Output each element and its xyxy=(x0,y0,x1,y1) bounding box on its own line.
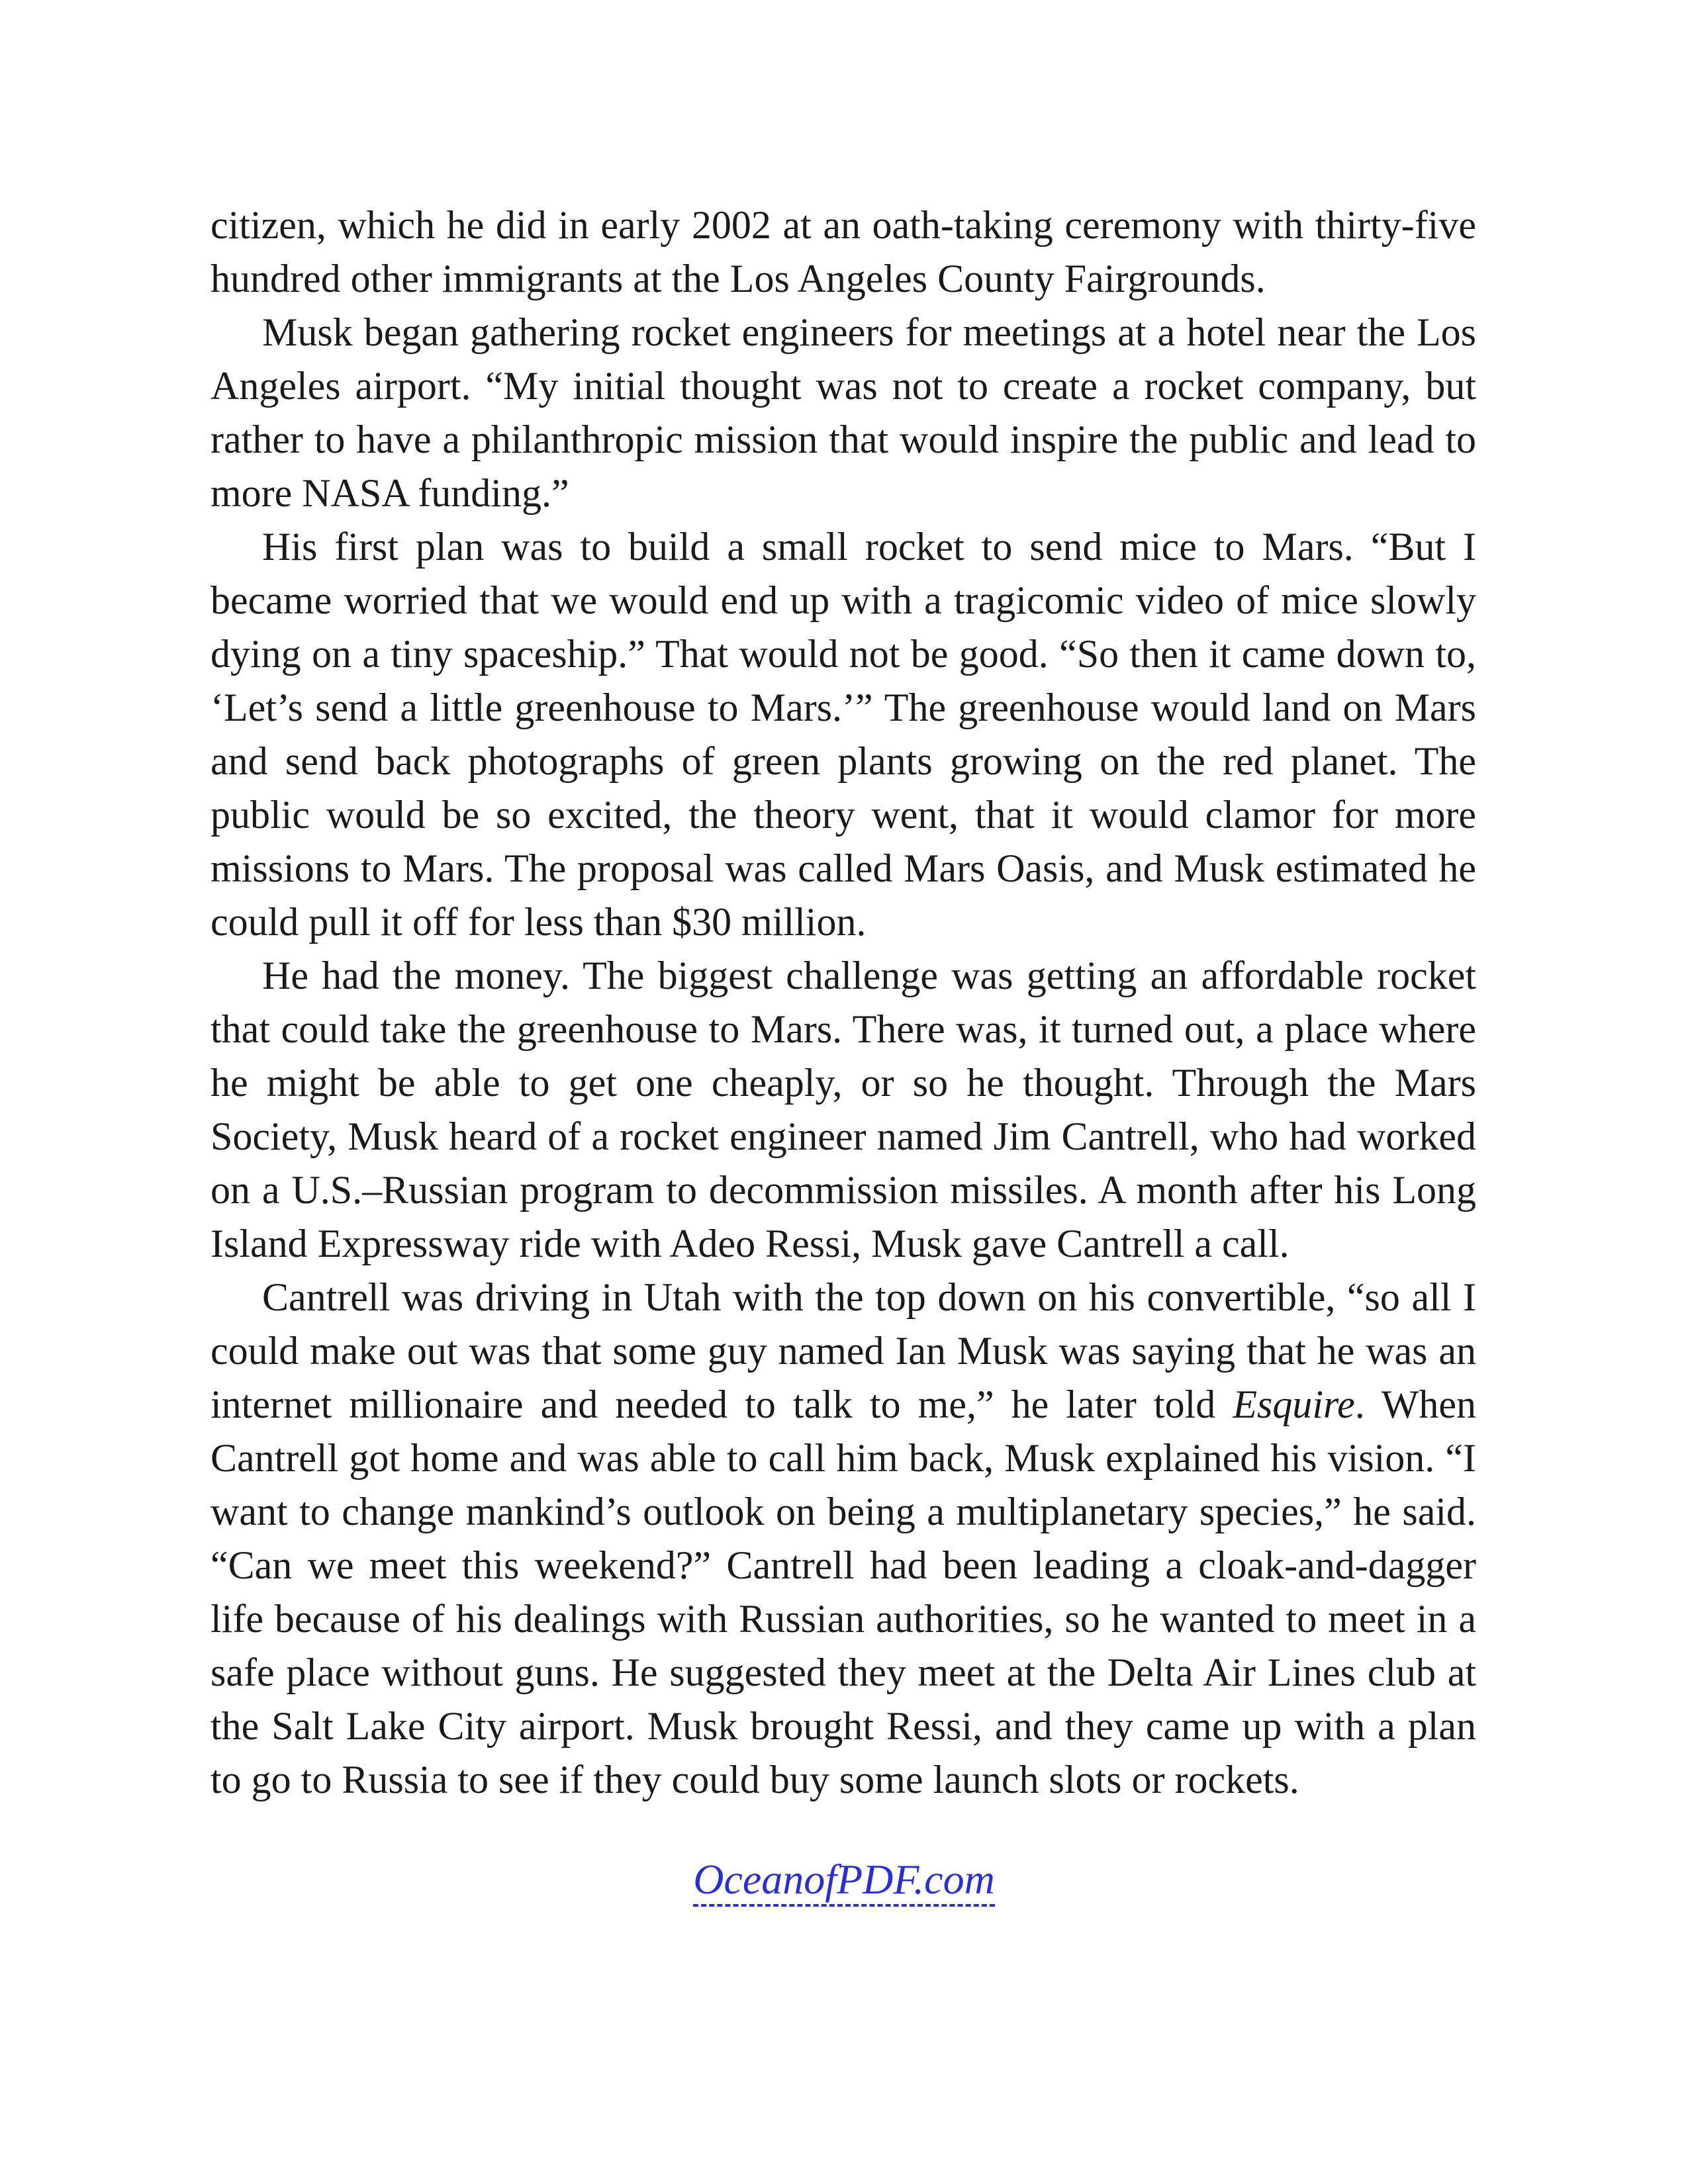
paragraph-4: He had the money. The biggest challenge was getting an affordable rocket that could take the greenhouse to Mars. There was, it turned out, a place where he might be able to get one cheaply, or so he thought. Through the Mars Society, Musk heard of a rocket engineer named Jim Cantrell, who had worked on a U.S.–Russian program to decommission missiles. A month after his Long Island Expressway ride with Adeo Ressi, Musk gave Cantrell a call. xyxy=(211,954,1476,1265)
paragraph-3: His first plan was to build a small rocket to send mice to Mars. “But I became worried that we would end up with a tragicomic video of mice slowly dying on a tiny spaceship.” That would not be good. “So then it came down to, ‘Let’s send a little greenhouse to Mars.’” The greenhouse would land on Mars and send back photographs of green plants growing on the red planet. The public would be so excited, the theory went, that it would clamor for more missions to Mars. The proposal was called Mars Oasis, and Musk estimated he could pull it off for less than $30 million. xyxy=(211,525,1476,944)
paragraph-5-text-after: . When Cantrell got home and was able to call him back, Musk explained his vision. “I want to change mankind’s outlook on being a multiplanetary species,” he said. “Can we meet this weekend?” Cantrell had been leading a cloak-and-dagger life because of his dealings with Russian authorities, so he wanted to meet in a safe place without guns. He suggested they meet at the Delta Air Lines club at the Salt Lake City airport. Musk brought Ressi, and they came up with a plan to go to Russia to see if they could buy some launch slots or rockets. xyxy=(211,1383,1476,1801)
paragraph-1: citizen, which he did in early 2002 at an oath-taking ceremony with thirty-five hundred other immigrants at the Los Angeles County Fairgrounds. xyxy=(211,203,1476,300)
paragraph-5-text-before: Cantrell was driving in Utah with the top down on his convertible, “so all I could make out was that some guy named Ian Musk was saying that he was an internet millionaire and needed to talk to me,” he later told xyxy=(211,1275,1476,1426)
esquire-title: Esquire xyxy=(1233,1383,1355,1426)
paragraph-5 xyxy=(211,1271,1476,1807)
footer-source xyxy=(0,1853,1688,1906)
page-body xyxy=(211,199,1476,1807)
paragraph-2: Musk began gathering rocket engineers for meetings at a hotel near the Los Angeles airport. “My initial thought was not to create a rocket company, but rather to have a philanthropic mission that would inspire the public and lead to more NASA funding.” xyxy=(211,310,1476,515)
oceanofpdf-link[interactable]: OceanofPDF.com xyxy=(693,1856,995,1907)
